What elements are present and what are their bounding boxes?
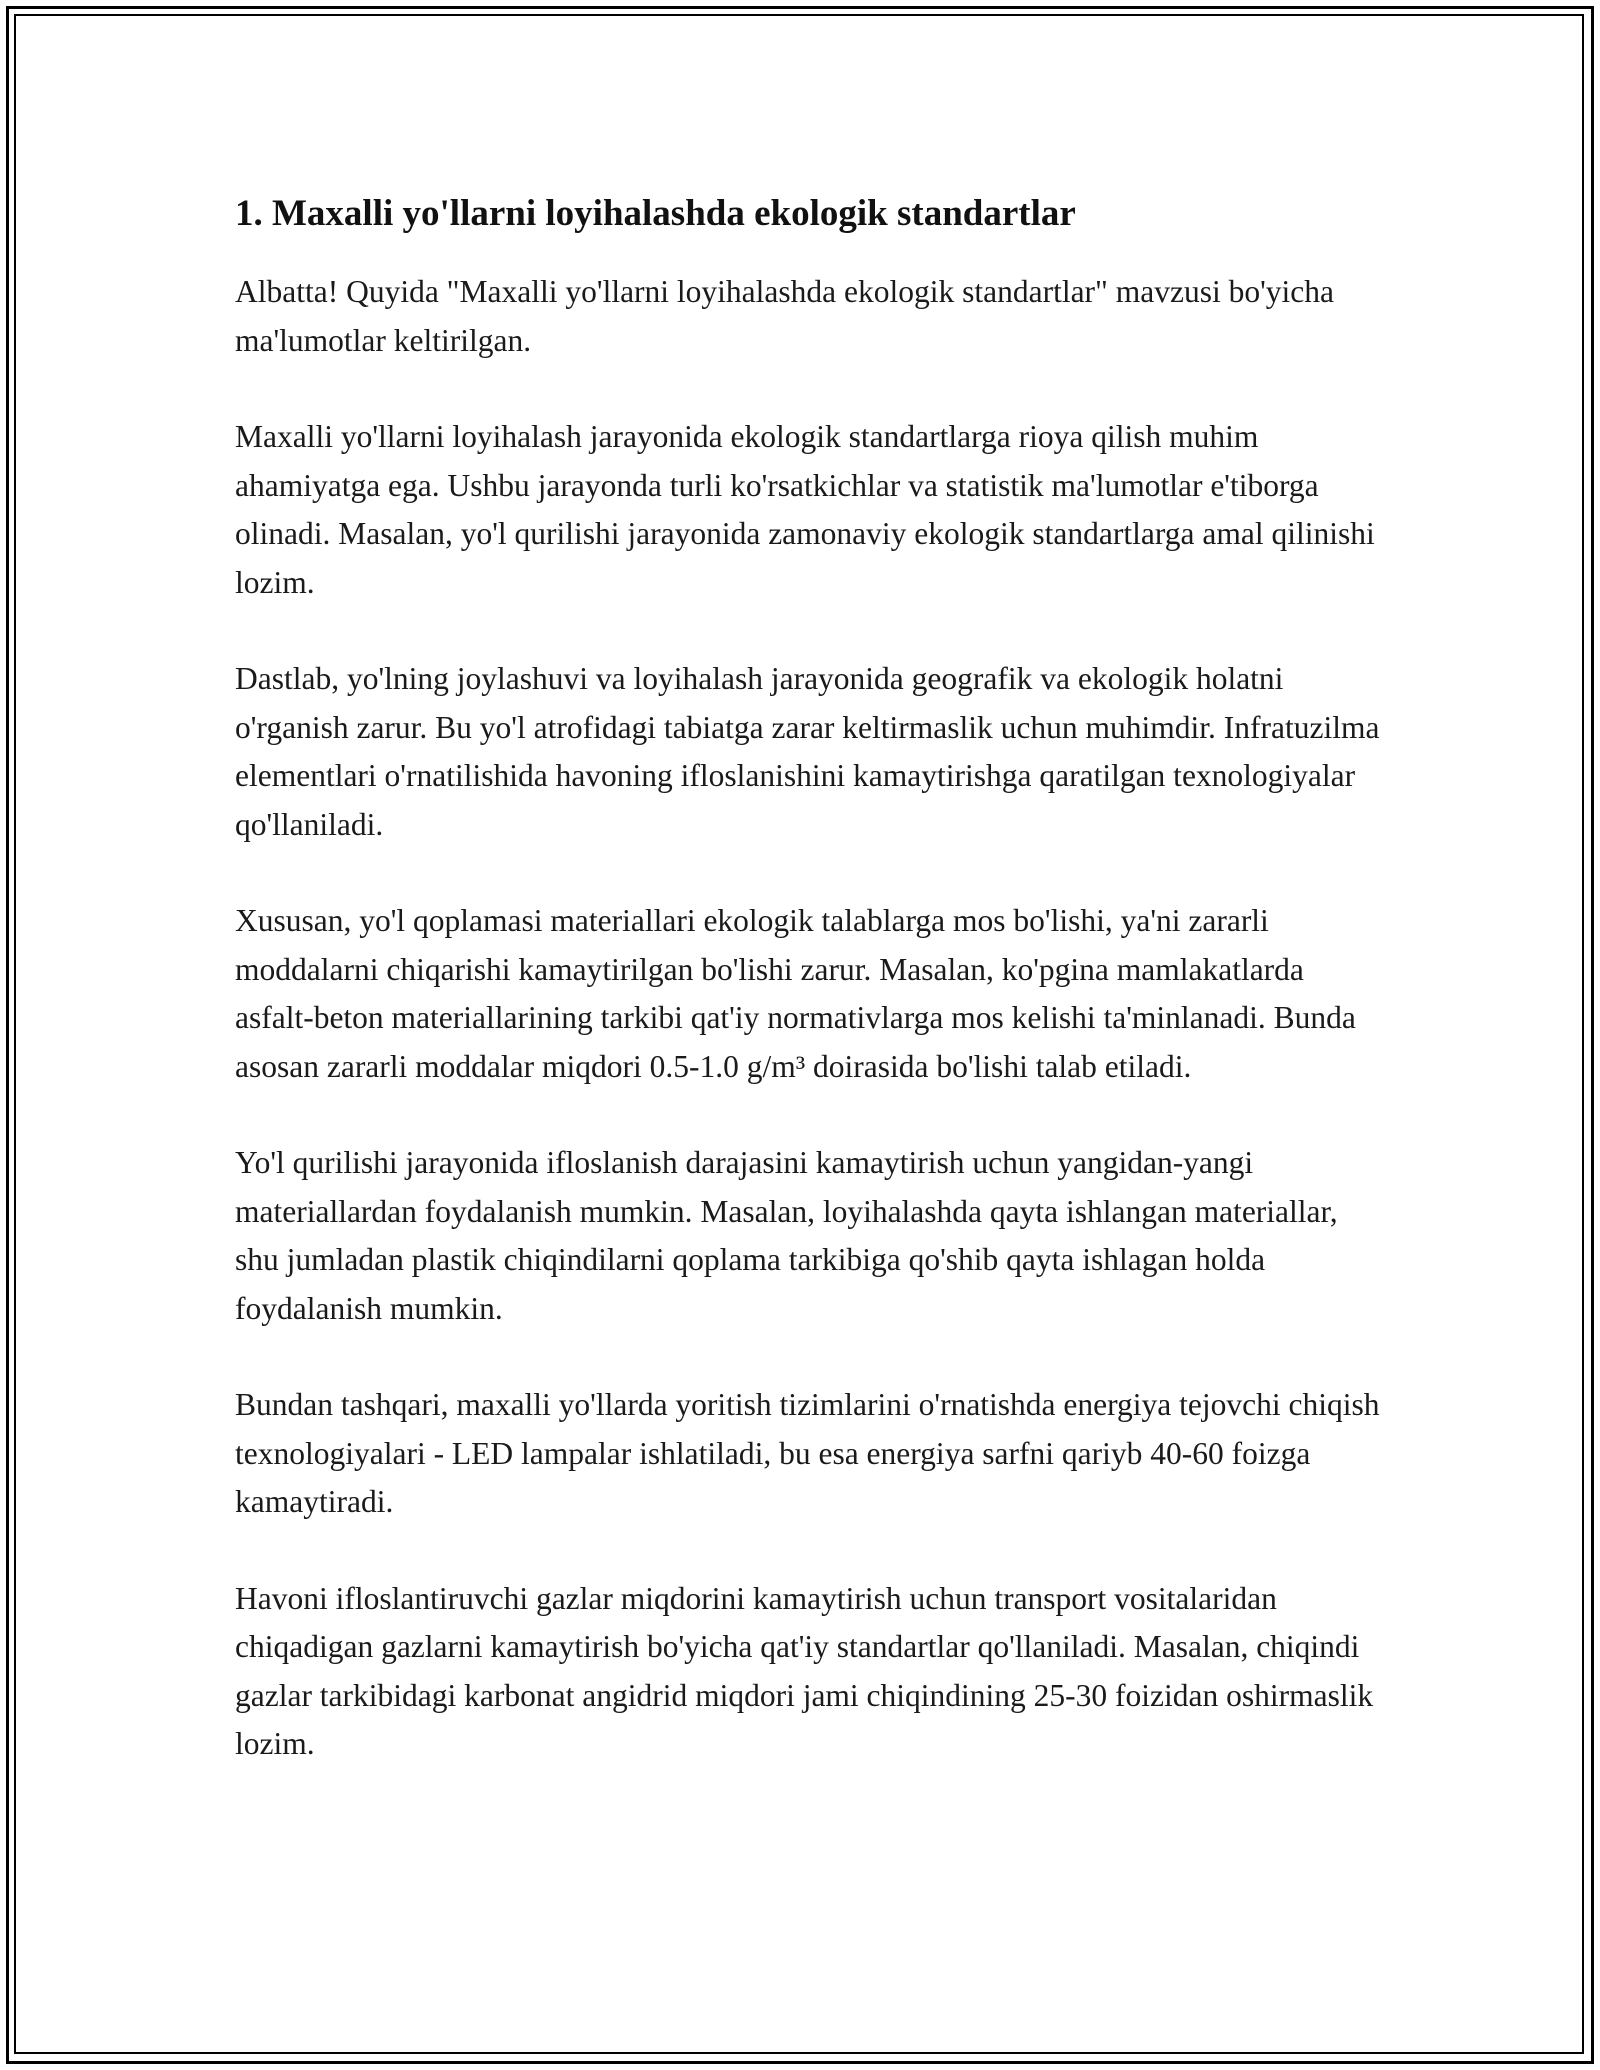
paragraph-intro: Albatta! Quyida "Maxalli yo'llarni loyihalashda ekologik standartlar" mavzusi bo'yicha ma'lumotlar keltirilgan. — [235, 274, 1335, 358]
document-body — [235, 186, 1385, 1817]
paragraph-recycled-materials: Yo'l qurilishi jarayonida ifloslanish darajasini kamaytirish uchun yangidan-yangi materiallardan foydalanish mumkin. Masalan, loyihalashda qayta ishlangan materiallar, shu jumladan plastik chiqindilarni qoplama tarkibiga qo'shib qayta ishlagan holda foydalanish mumkin. — [235, 1145, 1338, 1326]
paragraph-pavement-materials: Xususan, yo'l qoplamasi materiallari ekologik talablarga mos bo'lishi, ya'ni zararli moddalarni chiqarishi kamaytirilgan bo'lishi zarur. Masalan, ko'pgina mamlakatlarda asfalt-beton materiallarining tarkibi qat'iy normativlarga mos kelishi ta'minlanadi. Bunda asosan zararli moddalar miqdori 0.5-1.0 g/m³ doirasida bo'lishi talab etiladi. — [235, 903, 1356, 1084]
document-title: 1. Maxalli yo'llarni loyihalashda ekologik standartlar — [235, 193, 1076, 234]
paragraph-location-study: Dastlab, yo'lning joylashuvi va loyihalash jarayonida geografik va ekologik holatni o'rganish zarur. Bu yo'l atrofidagi tabiatga zarar keltirmaslik uchun muhimdir. Infratuzilma elementlari o'rnatilishida havoning ifloslanishini kamaytirishga qaratilgan texnologiyalar qo'llaniladi. — [235, 661, 1380, 842]
paragraph-emission-standards: Havoni ifloslantiruvchi gazlar miqdorini kamaytirish uchun transport vositalaridan chiqadigan gazlarni kamaytirish bo'yicha qat'iy standartlar qo'llaniladi. Masalan, chiqindi gazlar tarkibidagi karbonat angidrid miqdori jami chiqindining 25-30 foizidan oshirmaslik lozim. — [235, 1580, 1374, 1761]
paragraph-led-lighting: Bundan tashqari, maxalli yo'llarda yoritish tizimlarini o'rnatishda energiya tejovchi chiqish texnologiyalari - LED lampalar ishlatiladi, bu esa energiya sarfni qariyb 40-60 foizga kamaytiradi. — [235, 1387, 1380, 1519]
paragraph-standards-importance: Maxalli yo'llarni loyihalash jarayonida ekologik standartlarga rioya qilish muhim ahamiyatga ega. Ushbu jarayonda turli ko'rsatkichlar va statistik ma'lumotlar e'tiborga olinadi. Masalan, yo'l qurilishi jarayonida zamonaviy ekologik standartlarga amal qilinishi lozim. — [235, 419, 1375, 600]
